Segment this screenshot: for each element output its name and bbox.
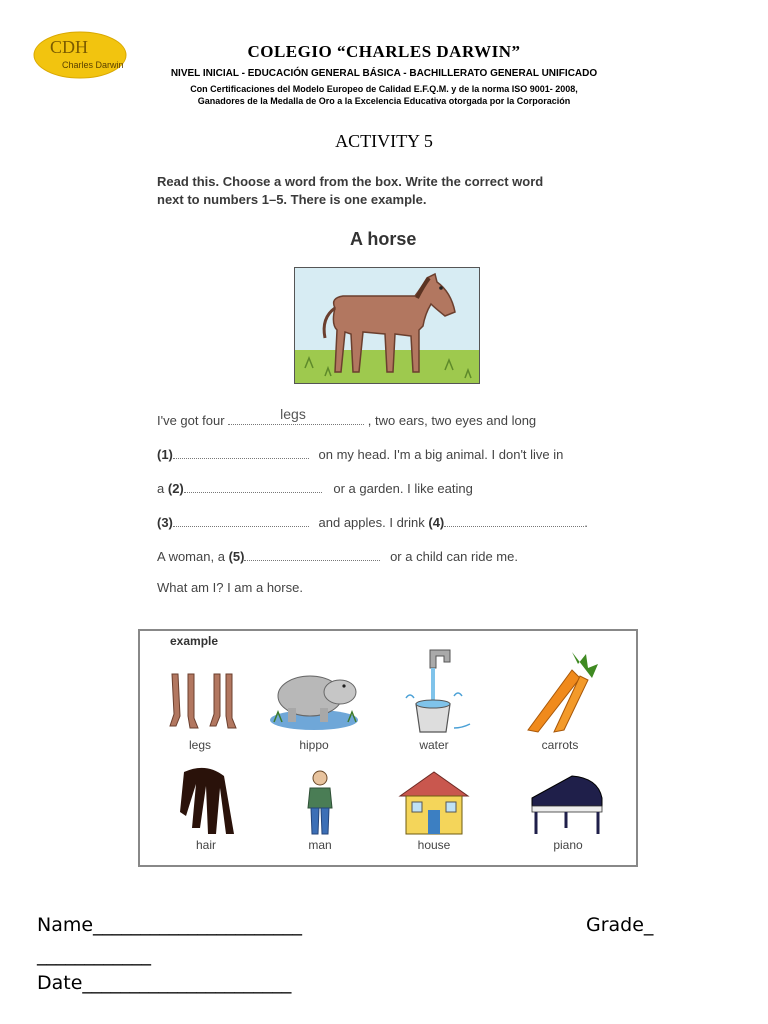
example-label: example	[170, 634, 219, 648]
water-icon	[384, 648, 484, 736]
word-item-house[interactable]: house	[384, 766, 484, 852]
school-name: COLEGIO “CHARLES DARWIN”	[247, 42, 521, 61]
man-icon	[270, 768, 370, 836]
story-title: A horse	[350, 229, 417, 249]
date-field[interactable]: Date______________________	[37, 972, 292, 994]
word-item-piano[interactable]: piano	[518, 770, 618, 852]
blank-4[interactable]	[444, 512, 584, 527]
header-levels: NIVEL INICIAL - EDUCACIÓN GENERAL BÁSICA - BACHILLERATO GENERAL UNIFICADO	[170, 68, 598, 79]
story-line-2: (1) on my head. I'm a big animal. I don't live in	[157, 444, 563, 462]
horse-picture	[294, 267, 480, 384]
story-line-5: A woman, a (5) or a child can ride me.	[157, 546, 518, 564]
grade-field-continuation: ____________	[37, 944, 151, 966]
grade-field[interactable]: Grade_	[586, 914, 654, 936]
story-line-3: a (2) or a garden. I like eating	[157, 478, 473, 496]
blank-5[interactable]	[244, 546, 380, 561]
word-item-hippo[interactable]: hippo	[264, 670, 364, 752]
blank-2[interactable]	[184, 478, 322, 493]
word-item-carrots[interactable]: carrots	[510, 646, 610, 752]
story-line-4: (3) and apples. I drink (4) .	[157, 512, 588, 530]
story-line-1: I've got four legs , two ears, two eyes and long	[157, 406, 537, 428]
word-item-water[interactable]: water	[384, 648, 484, 752]
header-awards: Ganadores de la Medalla de Oro a la Excelencia Educativa otorgada por la Corporación	[197, 96, 571, 106]
blank-1[interactable]	[173, 444, 309, 459]
header-certifications: Con Certificaciones del Modelo Europeo de Calidad E.F.Q.M. y de la norma ISO 9001- 2008,	[190, 84, 578, 94]
example-answer: legs	[228, 410, 364, 425]
legs-icon	[150, 670, 250, 736]
story-line-6: What am I? I am a horse.	[157, 580, 303, 595]
word-item-legs[interactable]: legs	[150, 670, 250, 752]
house-icon	[384, 766, 484, 836]
hair-icon	[156, 764, 256, 836]
activity-title: ACTIVITY 5	[335, 131, 433, 151]
word-item-man[interactable]: man	[270, 768, 370, 852]
word-item-hair[interactable]: hair	[156, 764, 256, 852]
blank-3[interactable]	[173, 512, 309, 527]
carrots-icon	[510, 646, 610, 736]
instructions: Read this. Choose a word from the box. Write the correct word next to numbers 1–5. There is one example.	[157, 174, 544, 207]
hippo-icon	[264, 670, 364, 736]
piano-icon	[518, 770, 618, 836]
svg-text:CDH: CDH	[50, 37, 89, 57]
name-field[interactable]: Name______________________	[37, 914, 303, 936]
svg-text:Charles Darwin: Charles Darwin	[62, 60, 124, 70]
